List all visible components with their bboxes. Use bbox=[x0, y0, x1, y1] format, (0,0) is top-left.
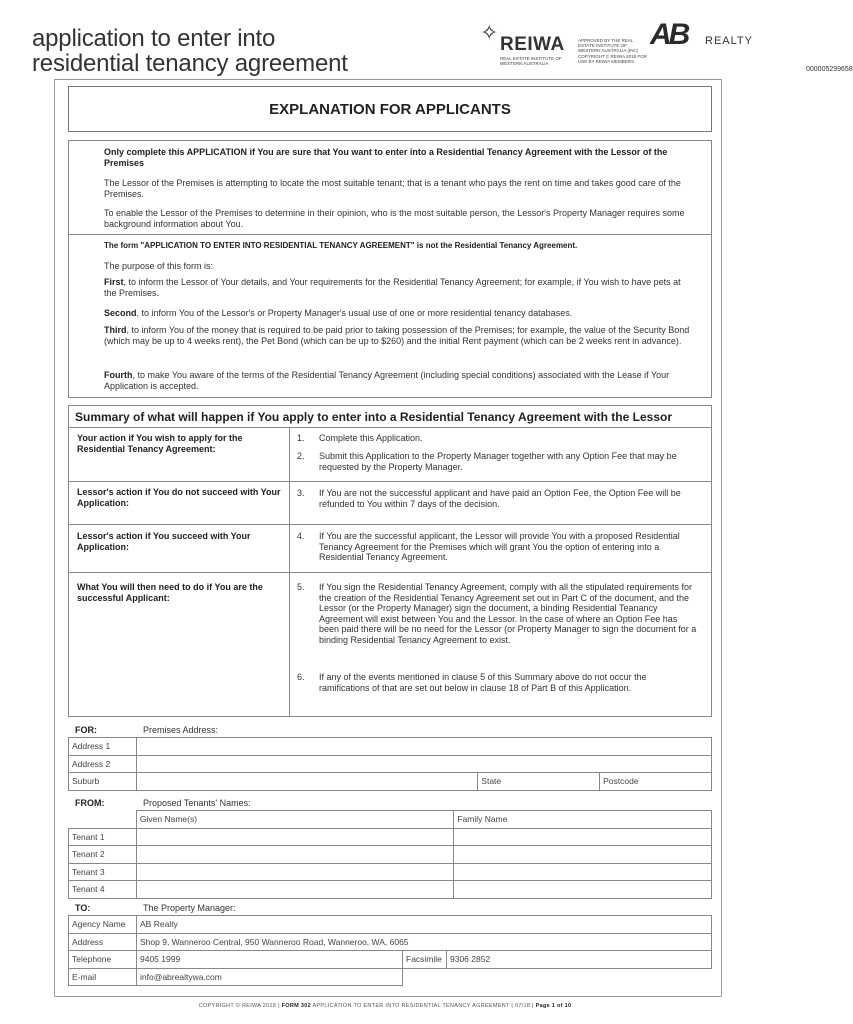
tenant-1-family-field[interactable] bbox=[454, 828, 712, 846]
telephone-label: Telephone bbox=[69, 951, 137, 969]
explanation-intro: Only complete this APPLICATION if You are sure that You want to enter into a Residential Tenancy Agreement with the Lessor of the Premises bbox=[104, 147, 668, 168]
explanation-paragraph-2: The Lessor of the Premises is attempting to locate the most suitable tenant; that is a tenant who pays the rent on time and takes good care of the Premises. bbox=[104, 178, 681, 199]
approval-text: APPROVED BY THE REAL ESTATE INSTITUTE OF WESTERN AUSTRALIA (INC) COPYRIGHT © REIWA 2018 FOR USE BY REIWA MEMBERS bbox=[578, 38, 647, 64]
summary-item-text: Complete this Application. bbox=[319, 433, 423, 443]
tenant-1-given-field[interactable] bbox=[136, 828, 453, 846]
tenant-2-label: Tenant 2 bbox=[69, 846, 137, 864]
email-field[interactable]: info@abrealtywa.com bbox=[137, 968, 403, 986]
summary-item-text: If You are not the successful applicant and have paid an Option Fee, the Option Fee will be refunded to You within 7 days of the decision. bbox=[319, 488, 681, 509]
summary-row-label: Your action if You wish to apply for the Residential Tenancy Agreement: bbox=[77, 433, 243, 454]
form-number: 000005299658 bbox=[806, 66, 853, 74]
fourth-text: , to make You aware of the terms of the Residential Tenancy Agreement (including special conditions) associated with the Lease if Your Application is accepted. bbox=[104, 370, 670, 391]
family-name-header: Family Name bbox=[454, 811, 712, 829]
summary-title: Summary of what will happen if You apply to enter into a Residential Tenancy Agreement with the Lessor bbox=[69, 406, 711, 428]
suburb-field[interactable] bbox=[136, 773, 477, 791]
agency-name-field[interactable]: AB Realty bbox=[137, 916, 712, 934]
property-manager-heading: The Property Manager: bbox=[143, 903, 236, 913]
agency-name-label: Agency Name bbox=[69, 916, 137, 934]
premises-address-table bbox=[68, 737, 712, 791]
explanation-form-note: The form "APPLICATION TO ENTER INTO RESIDENTIAL TENANCY AGREEMENT" is not the Residential Tenancy Agreement. bbox=[104, 241, 578, 250]
suburb-label: Suburb bbox=[69, 773, 137, 791]
title-line-1: application to enter into bbox=[32, 25, 276, 52]
address-2-label: Address 2 bbox=[69, 755, 137, 773]
tenant-4-given-field[interactable] bbox=[136, 881, 453, 899]
to-label: TO: bbox=[75, 903, 91, 913]
summary-table bbox=[68, 405, 712, 717]
tenant-3-given-field[interactable] bbox=[136, 863, 453, 881]
reiwa-logo bbox=[478, 22, 574, 72]
footer-page-number: Page 1 of 10 bbox=[535, 1003, 572, 1009]
address-label: Address bbox=[69, 933, 137, 951]
from-label: FROM: bbox=[75, 798, 105, 808]
summary-row-label: Lessor's action if You succeed with Your Application: bbox=[77, 531, 251, 552]
address-2-field[interactable] bbox=[136, 755, 711, 773]
state-field[interactable] bbox=[478, 773, 600, 791]
explanation-heading: EXPLANATION FOR APPLICANTS bbox=[68, 86, 712, 132]
explanation-first bbox=[104, 277, 694, 298]
summary-item-number: 1. bbox=[297, 433, 305, 443]
state-label: State bbox=[481, 776, 502, 787]
summary-item-number: 6. bbox=[297, 672, 305, 682]
reiwa-subtitle: REAL ESTATE INSTITUTE OF WESTERN AUSTRALIA bbox=[500, 56, 562, 66]
summary-row-label: What You will then need to do if You are the successful Applicant: bbox=[77, 582, 263, 603]
tenants-header-spacer bbox=[69, 811, 137, 829]
footer-form-title: APPLICATION TO ENTER INTO RESIDENTIAL TENANCY AGREEMENT | 07/18 | bbox=[310, 1003, 536, 1009]
telephone-field[interactable]: 9405 1999 bbox=[137, 951, 403, 969]
tenant-3-family-field[interactable] bbox=[454, 863, 712, 881]
second-label: Second bbox=[104, 308, 137, 318]
summary-row-label: Lessor's action if You do not succeed with Your Application: bbox=[77, 487, 281, 508]
summary-row-divider bbox=[69, 481, 711, 482]
explanation-divider bbox=[69, 234, 711, 235]
tenants-table bbox=[68, 810, 712, 899]
summary-item-number: 4. bbox=[297, 531, 305, 541]
summary-item-number: 3. bbox=[297, 488, 305, 498]
explanation-paragraph-3: To enable the Lessor of the Premises to determine in their opinion, who is the most suitable person, the Lessor's Property Manager requires some background information about You. bbox=[104, 208, 685, 229]
summary-item-text: If You sign the Residential Tenancy Agreement, comply with all the stipulated requirements for the creation of the Residential Tenancy Agreement set out in Part C of the document, and the Lessor (or the Property Manager) sign the document, a binding Residential Teanancy Agreement will exist between You and the Lessor. In the case of where an Option Fee has been paid there will be no need for the Lessor (or Property Manager to sign the document for a binding Residential Tenancy Agreement to exist. bbox=[319, 582, 697, 645]
third-label: Third bbox=[104, 325, 127, 335]
explanation-purpose: The purpose of this form is: bbox=[104, 261, 214, 271]
tenant-4-family-field[interactable] bbox=[454, 881, 712, 899]
third-text: , to inform You of the money that is required to be paid prior to taking possession of the Premises; for example, the value of the Security Bond (which may be up to 4 weeks rent), the Pet Bond (which can be up to $260) and the initial Rent payment (which can be 2 weeks rent in advance). bbox=[104, 325, 690, 346]
given-name-header: Given Name(s) bbox=[136, 811, 453, 829]
postcode-field[interactable] bbox=[600, 773, 712, 791]
for-label: FOR: bbox=[75, 725, 97, 735]
proposed-tenants-heading: Proposed Tenants' Names: bbox=[143, 798, 251, 808]
explanation-second bbox=[104, 308, 694, 319]
summary-item-text: If any of the events mentioned in clause 5 of this Summary above do not occur the ramifications of that are set out below in clause 18 of Part B of this Application. bbox=[319, 672, 647, 693]
first-label: First bbox=[104, 277, 124, 287]
title-line-2: residential tenancy agreement bbox=[32, 50, 348, 77]
facsimile-label: Facsimile bbox=[403, 951, 447, 969]
summary-item-text: If You are the successful applicant, the Lessor will provide You with a proposed Residential Tenancy Agreement for the Premises which will grant You the option of entering into a Residential Tenancy Agreement. bbox=[319, 531, 680, 562]
summary-row-divider bbox=[69, 572, 711, 573]
footer-form-number: FORM 302 bbox=[281, 1003, 311, 1009]
summary-item-text: Submit this Application to the Property Manager together with any Option Fee that may be requested by the Property Manager. bbox=[319, 451, 677, 472]
email-row-spacer bbox=[403, 968, 712, 986]
facsimile-field[interactable]: 9306 2852 bbox=[447, 951, 712, 969]
reiwa-diamond-icon: ✧ bbox=[480, 20, 499, 45]
address-field[interactable]: Shop 9, Wanneroo Central, 950 Wanneroo Road, Wanneroo, WA, 6065 bbox=[137, 933, 712, 951]
email-label: E-mail bbox=[69, 968, 137, 986]
premises-address-heading: Premises Address: bbox=[143, 725, 219, 735]
property-manager-table bbox=[68, 915, 712, 986]
summary-item-number: 2. bbox=[297, 451, 305, 461]
footer-copyright: COPYRIGHT © REIWA 2018 | bbox=[198, 1003, 282, 1009]
tenant-1-label: Tenant 1 bbox=[69, 828, 137, 846]
tenant-3-label: Tenant 3 bbox=[69, 863, 137, 881]
summary-item-number: 5. bbox=[297, 582, 305, 592]
address-1-label: Address 1 bbox=[69, 738, 137, 756]
ab-realty-logo bbox=[650, 18, 760, 58]
fourth-label: Fourth bbox=[104, 370, 133, 380]
explanation-third bbox=[104, 325, 694, 346]
tenant-2-family-field[interactable] bbox=[454, 846, 712, 864]
tenant-4-label: Tenant 4 bbox=[69, 881, 137, 899]
postcode-label: Postcode bbox=[603, 776, 639, 787]
reiwa-name: REIWA bbox=[500, 34, 565, 55]
ab-logo-word: REALTY bbox=[705, 35, 753, 47]
document-title bbox=[32, 26, 348, 76]
ab-logo-mark: AB bbox=[650, 18, 688, 51]
address-1-field[interactable] bbox=[136, 738, 711, 756]
first-text: , to inform the Lessor of Your details, and Your requirements for the Residential Tenancy Agreement; for example, if You wish to have pets at the Premises. bbox=[104, 277, 681, 298]
explanation-fourth bbox=[104, 370, 694, 391]
page-footer bbox=[0, 1003, 770, 1009]
tenant-2-given-field[interactable] bbox=[136, 846, 453, 864]
summary-row-divider bbox=[69, 524, 711, 525]
second-text: , to inform You of the Lessor's or Property Manager's usual use of one or more residential tenancy databases. bbox=[136, 308, 573, 318]
